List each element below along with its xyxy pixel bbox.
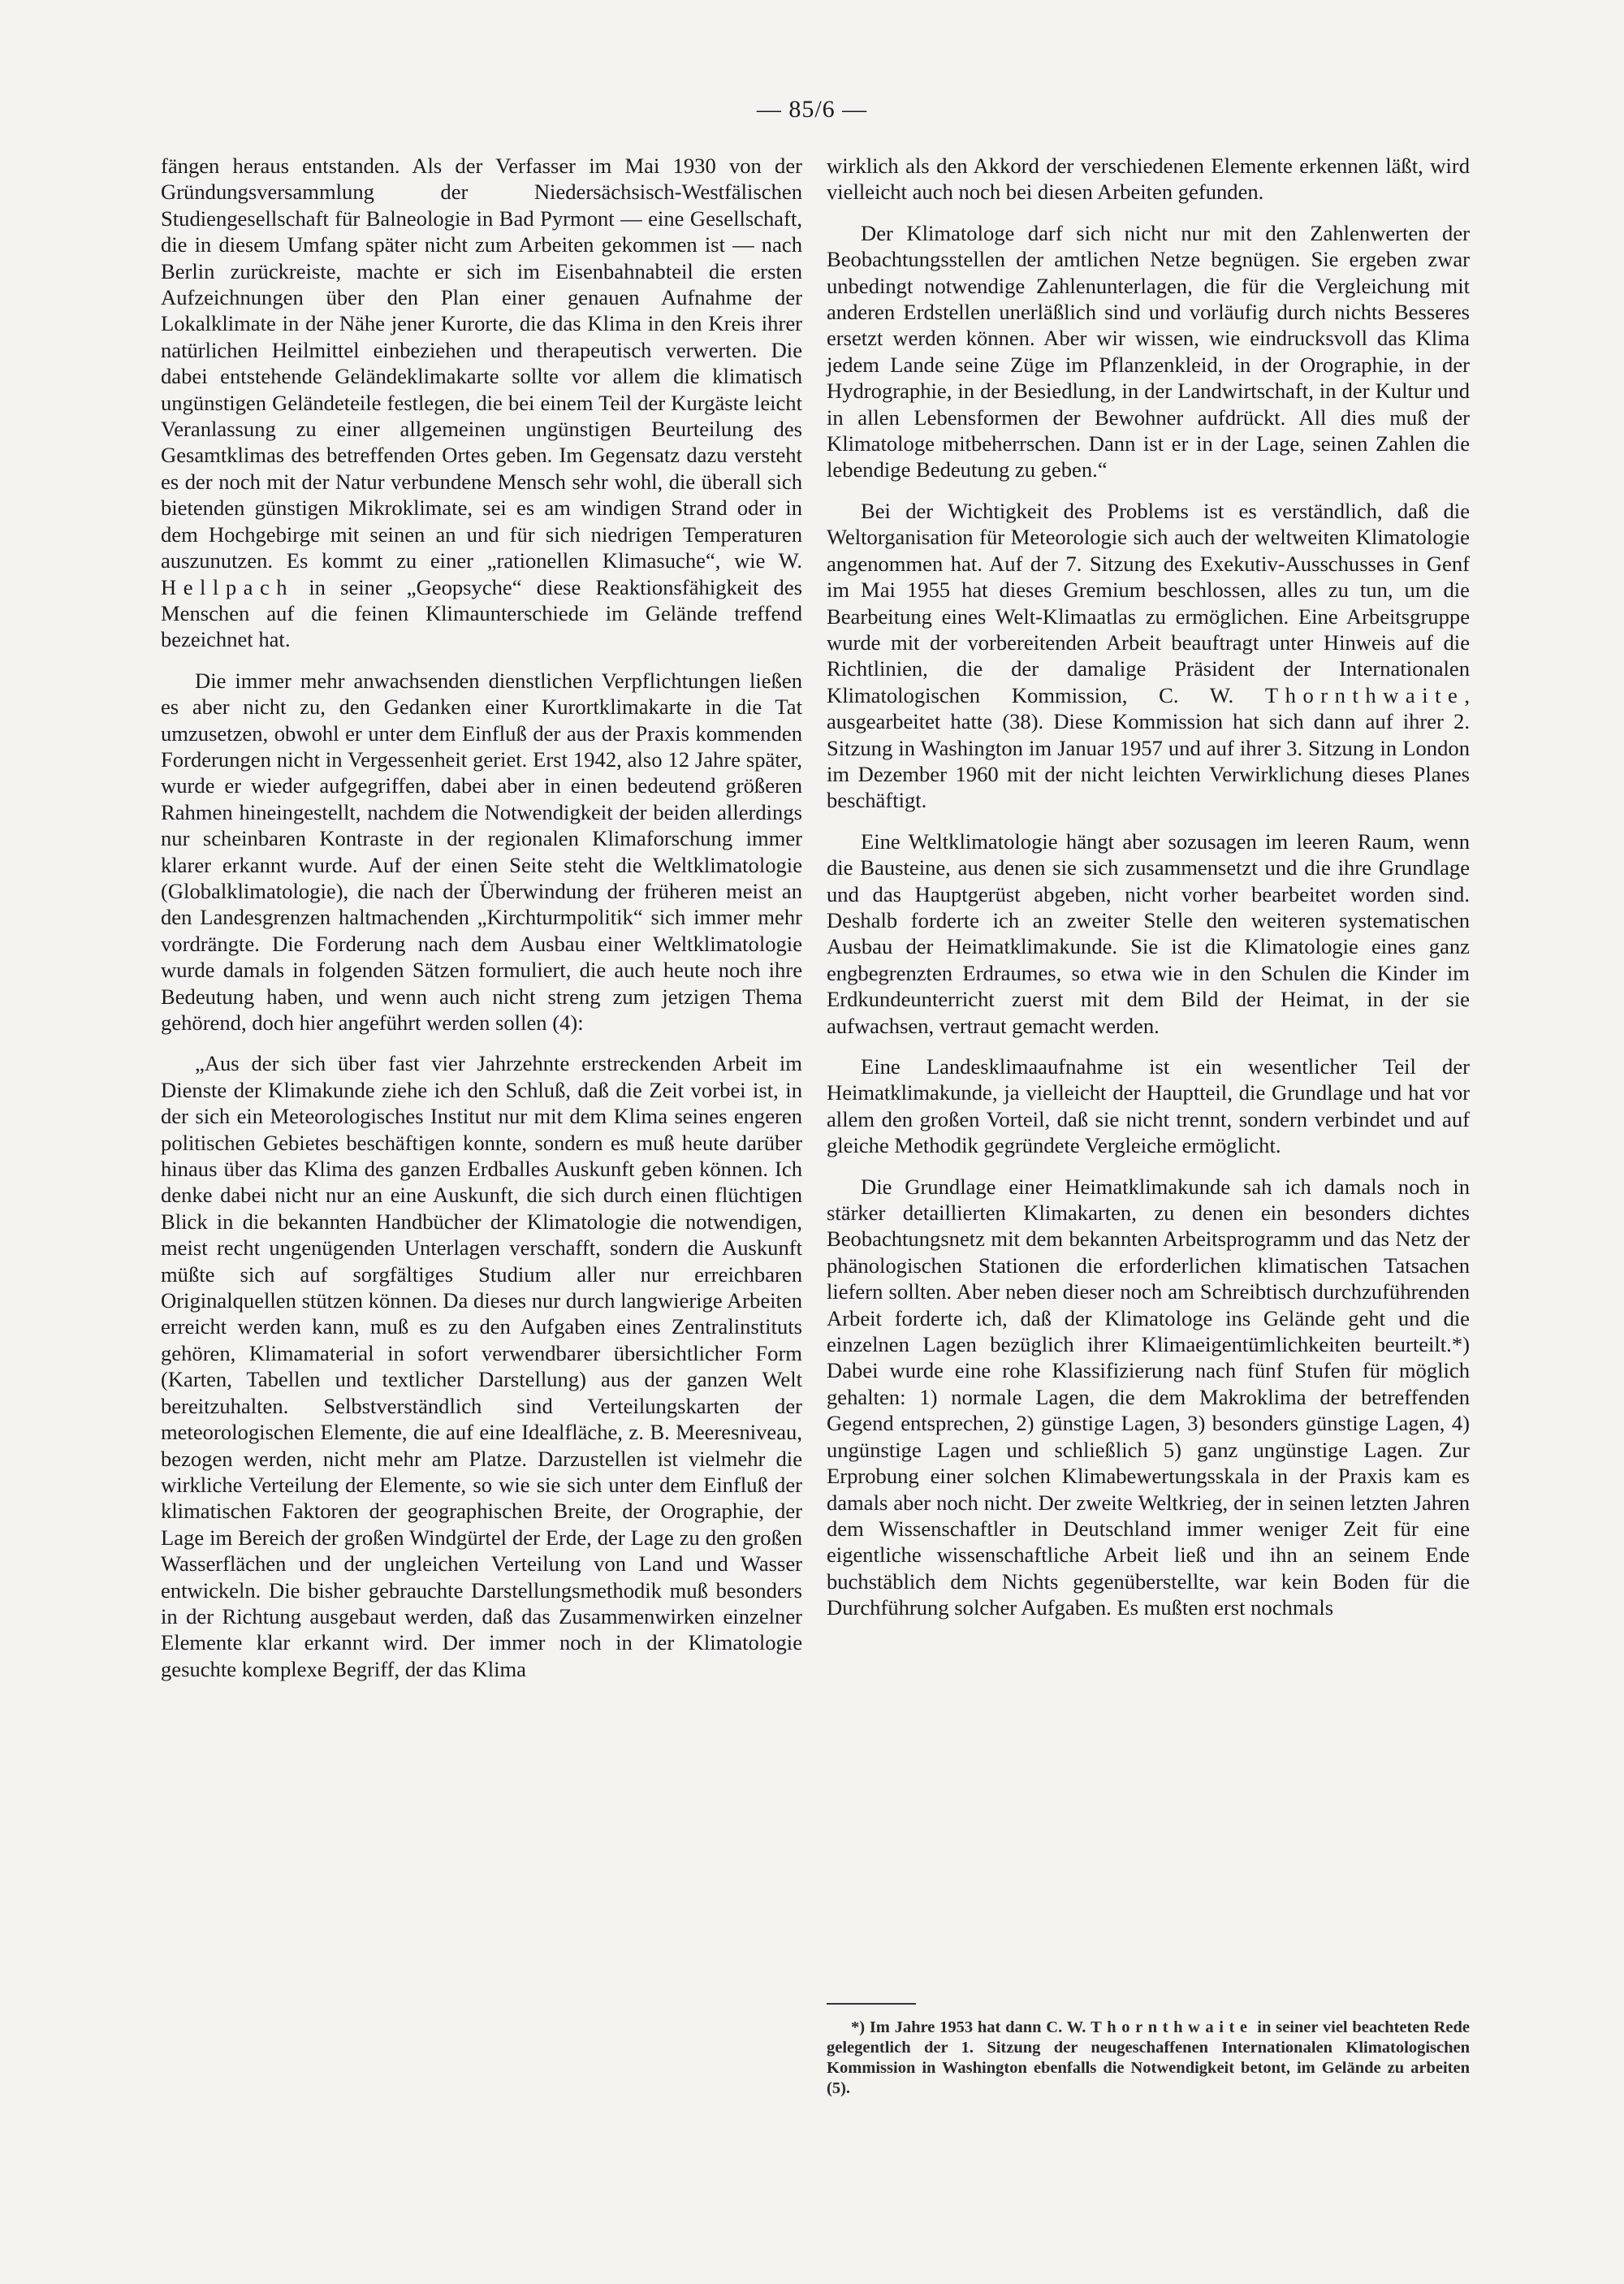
paragraph: Eine Weltklimatologie hängt aber sozusagen im leeren Raum, wenn die Bausteine, aus denen sie sich zusammensetzt und die ihre Grundlage und das Hauptgerüst abgeben, nicht vorher bearbeitet worden sind. Deshalb forderte ich an zweiter Stelle den weiteren systematischen Ausbau der Heimatklimakunde. Sie ist die Klimatologie eines ganz engbegrenzten Erdraumes, so etwa wie in den Schulen die Kinder im Erdkundeunterricht zuerst mit dem Bild der Heimat, in der sie aufwachsen, vertraut gemacht werden. <box>827 828 1470 1038</box>
paragraph: Bei der Wichtigkeit des Problems ist es verständlich, daß die Weltorganisation für Meteorologie sich auch der weltweiten Klimatologie angenommen hat. Auf der 7. Sitzung des Exekutiv-Ausschusses in Genf im Mai 1955 hat dieses Gremium beschlossen, alles zu tun, um die Bearbeitung eines Welt-Klimaatlas zu ermöglichen. Eine Arbeitsgruppe wurde mit der vorbereitenden Arbeit beauftragt unter Hinweis auf die Richtlinien, die der damalige Präsident der Internationalen Klimatologischen Kommission, C. W. Thornthwaite, ausgearbeitet hatte (38). Diese Kommission hat sich dann auf ihrer 2. Sitzung in Washington im Januar 1957 und auf ihrer 3. Sitzung in London im Dezember 1960 mit der nicht leichten Verwirklichung dieses Planes beschäftigt. <box>827 498 1470 813</box>
page-number: — 85/6 — <box>756 96 868 123</box>
paragraph: wirklich als den Akkord der verschiedenen Elemente erkennen läßt, wird vielleicht auch noch bei diesen Arbeiten gefunden. <box>827 154 1470 205</box>
footnote-divider <box>827 2003 916 2005</box>
author-name: Thornthwaite <box>1091 2018 1253 2036</box>
paragraph: Die immer mehr anwachsenden dienstlichen Verpflichtungen ließen es aber nicht zu, den Gedanken einer Kurortklimakarte in die Tat umzusetzen, obwohl er unter dem Einfluß der aus der Praxis kommenden Forderungen nicht in Vergessenheit geriet. Erst 1942, also 12 Jahre später, wurde er wieder aufgegriffen, dabei aber in einen bedeutend größeren Rahmen hineingestellt, nachdem die Notwendigkeit der beiden allerdings nur scheinbaren Kontraste in der regionalen Klimaforschung immer klarer erkannt wurde. Auf der einen Seite steht die Weltklimatologie (Globalklimatologie), die nach der Überwindung der früheren meist an den Landesgrenzen haltmachenden „Kirchturmpolitik“ sich immer mehr vordrängte. Die Forderung nach dem Ausbau einer Weltklimatologie wurde damals in folgenden Sätzen formuliert, die auch heute noch ihre Bedeutung haben, und wenn auch nicht streng zum jetzigen Thema gehörend, doch hier angeführt werden sollen (4): <box>161 668 802 1035</box>
quotation-paragraph: „Aus der sich über fast vier Jahrzehnte erstreckenden Arbeit im Dienste der Klimakunde ziehe ich den Schluß, daß die Zeit vorbei ist, in der sich ein Meteorologisches Institut nur mit dem Klima seines engeren politischen Gebietes beschäftigen konnte, sondern es muß heute darüber hinaus über das Klima des ganzen Erdballes Auskunft geben können. Ich denke dabei nicht nur an eine Auskunft, die sich durch einen flüchtigen Blick in die bekannten Handbücher der Klimatologie die notwendigen, meist recht ungenügenden Unterlagen verschafft, sondern die Auskunft müßte sich auf sorgfältiges Studium aller nur erreichbaren Originalquellen stützen können. Da dieses nur durch langwierige Arbeiten erreicht werden kann, muß es zu den Aufgaben eines Zentralinstituts gehören, Klimamaterial in sofort verwendbarer übersichtlicher Form (Karten, Tabellen und textlicher Darstellung) aus der ganzen Welt bereitzuhalten. Selbstverständlich sind Verteilungskarten der meteorologischen Elemente, die auf eine Idealfläche, z. B. Meeresniveau, bezogen werden, nicht mehr am Platze. Darzustellen ist vielmehr die wirkliche Verteilung der Elemente, so wie sie sich unter dem Einfluß der klimatischen Faktoren der geographischen Breite, der Orographie, der Lage im Bereich der großen Windgürtel der Erde, der Lage zu den großen Wasserflächen und der ungleichen Verteilung von Land und Wasser entwickeln. Die bisher gebrauchte Darstellungsmethodik muß besonders in der Richtung ausgebaut werden, daß das Zusammenwirken einzelner Elemente klar erkannt wird. Der immer noch in der Klimatologie gesuchte komplexe Begriff, der das Klima <box>161 1051 802 1681</box>
paragraph: Der Klimatologe darf sich nicht nur mit den Zahlenwerten der Beobachtungsstellen der amtlichen Netze begnügen. Sie ergeben zwar unbedingt notwendige Zahlenunterlagen, die für die Vergleichung mit anderen Erdstellen unerläßlich sind und vorläufig durch nichts Besseres ersetzt werden können. Aber wir wissen, wie eindrucksvoll das Klima jedem Lande seine Züge im Pflanzenkleid, in der Orographie, in der Hydrographie, in der Besiedlung, in der Landwirtschaft, in der Kultur und in allen Lebensformen der Bewohner aufdrückt. All dies muß der Klimatologe mitbeherrschen. Dann ist er in der Lage, seinen Zahlen die lebendige Bedeutung zu geben.“ <box>827 220 1470 482</box>
paragraph: fängen heraus entstanden. Als der Verfasser im Mai 1930 von der Gründungsversammlung der Niedersächsisch-Westfälischen Studiengesellschaft für Balneologie in Bad Pyrmont — eine Gesellschaft, die in diesem Umfang später nicht zum Arbeiten gekommen ist — nach Berlin zurückreiste, machte er sich im Eisenbahnabteil die ersten Aufzeichnungen über den Plan einer genauen Aufnahme der Lokalklimate in der Nähe jener Kurorte, die das Klima in den Kreis ihrer natürlichen Heilmittel einbeziehen und therapeutisch verwerten. Die dabei entstehende Geländeklimakarte sollte vor allem die klimatisch ungünstigen Geländeteile festlegen, die bei einem Teil der Kurgäste leicht Veranlassung zu einer allgemeinen ungünstigen Beurteilung des Gesamtklimas des betreffenden Ortes geben. Im Gegensatz dazu versteht es der noch mit der Natur verbundene Mensch sehr wohl, die überall sich bietenden günstigen Mikroklimate, sei es am windigen Strand oder in dem Hochgebirge mit seinen an und für sich niedrigen Temperaturen auszunutzen. Es kommt zu einer „rationellen Klimasuche“, wie W. Hellpach in seiner „Geopsyche“ diese Reaktionsfähigkeit des Menschen auf die feinen Klimaunterschiede im Gelände treffend bezeichnet hat. <box>161 154 802 652</box>
author-name: Thornthwaite <box>1264 682 1465 707</box>
right-column <box>827 153 1470 1636</box>
left-column <box>161 153 802 1697</box>
author-name: Hellpach <box>161 574 295 599</box>
paragraph: Die Grundlage einer Heimatklimakunde sah ich damals noch in stärker detaillierten Klimakarten, zu denen ein besonders dichtes Beobachtungsnetz mit dem bekannten Arbeitsprogramm und das Netz der phänologischen Stationen die erforderlichen klimatischen Tatsachen liefern sollten. Aber neben dieser noch am Schreibtisch durchzuführenden Arbeit forderte ich, daß der Klimatologe ins Gelände geht und die einzelnen Lagen bezüglich ihrer Klimaeigentümlichkeiten beurteilt.*) Dabei wurde eine rohe Klassifizierung nach fünf Stufen für möglich gehalten: 1) normale Lagen, die dem Makroklima der betreffenden Gegend entsprechen, 2) günstige Lagen, 3) besonders günstige Lagen, 4) ungünstige Lagen und schließlich 5) ganz ungünstige Lagen. Zur Erprobung einer solchen Klimabewertungsskala in der Praxis kam es damals aber noch nicht. Der zweite Weltkrieg, der in seinen letzten Jahren dem Wissenschaftler in Deutschland immer weniger Zeit für eine eigentliche wissenschaftliche Arbeit ließ und ihn an seinem Ende buchstäblich dem Nichts gegenüberstellte, war kein Boden für die Durchführung solcher Aufgaben. Es mußten erst nochmals <box>827 1174 1470 1620</box>
footnote: *) Im Jahre 1953 hat dann C. W. Thornthwaite in seiner viel beachteten Rede gelegentlich der 1. Sitzung der neugeschaffenen Internationalen Klimatologischen Kommission in Washington ebenfalls die Notwendigkeit betont, im Gelände zu arbeiten (5). <box>827 2018 1471 2097</box>
paragraph: Eine Landesklimaaufnahme ist ein wesentlicher Teil der Heimatklimakunde, ja vielleicht der Hauptteil, die Grundlage und hat vor allem den großen Vorteil, daß sie nicht trennt, sondern verbindet und auf gleiche Methodik gegründete Vergleiche ermöglicht. <box>827 1054 1470 1158</box>
